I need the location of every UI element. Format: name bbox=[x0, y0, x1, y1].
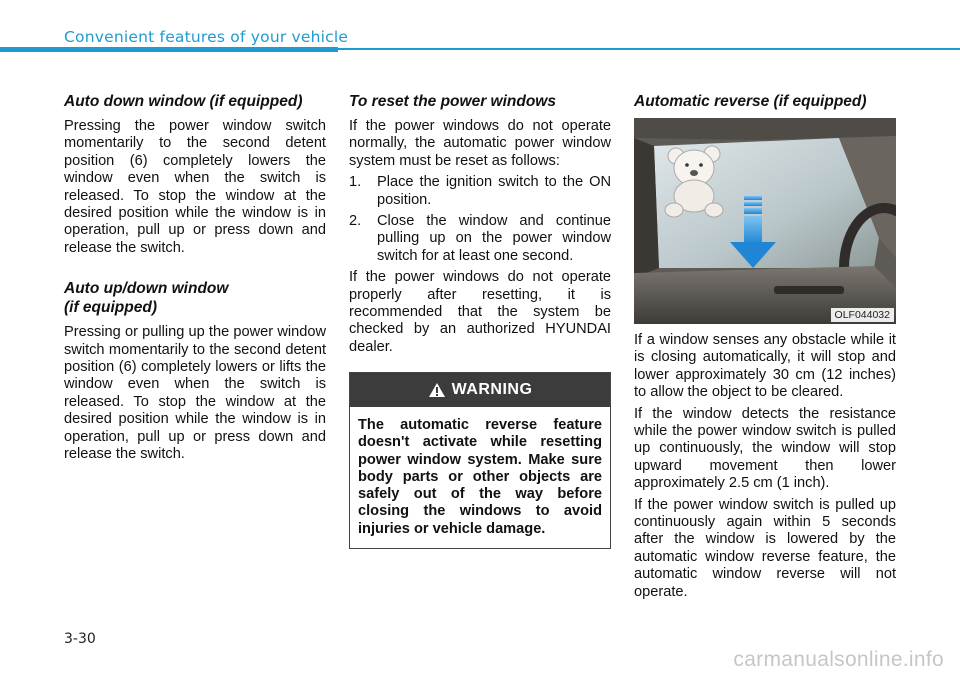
warning-label: WARNING bbox=[451, 381, 533, 399]
auto-down-paragraph: Pressing the power window switch momentarily to the second detent position (6) completely lowers the window even when the switch is released. To stop the window at the desired position while the window is in operation, pull up or press down and release the switch. bbox=[64, 118, 326, 256]
reset-step bbox=[349, 213, 611, 265]
header-rule-thick bbox=[0, 47, 338, 52]
reverse-paragraph-1: If a window senses any obstacle while it is closing automatically, it will stop and lower approximately 30 cm (12 inches) to allow the object to be cleared. bbox=[634, 332, 896, 401]
step-number: 1. bbox=[349, 174, 362, 191]
auto-up-down-heading-line1: Auto up/down window bbox=[64, 280, 229, 298]
auto-up-down-heading bbox=[64, 279, 326, 317]
reverse-paragraph-2: If the window detects the resistance while the power window switch is pulled up continuously, the window will stop upward movement then lower approximately 2.5 cm (1 inch). bbox=[634, 405, 896, 492]
auto-up-down-heading-line2: (if equipped) bbox=[64, 299, 157, 317]
column-right bbox=[634, 92, 896, 605]
reverse-paragraph-3: If the power window switch is pulled up continuously again within 5 seconds after the window is lowered by the automatic window reverse feature, the automatic window reverse will not operate. bbox=[634, 496, 896, 600]
reset-step bbox=[349, 174, 611, 209]
auto-up-down-paragraph: Pressing or pulling up the power window switch momentarily to the second detent position (6) completely lowers or lifts the window even when the switch is released. To stop the window at the desired position while the window is in operation, pull up or press down and release the switch. bbox=[64, 324, 326, 463]
warning-text: The automatic reverse feature doesn't activate while resetting power window system. Make sure body parts or other objects are safely out of the way before closing the windows to avoid injuries or vehicle damage. bbox=[358, 417, 602, 537]
warning-triangle-icon bbox=[428, 382, 446, 398]
car-window-illustration bbox=[634, 118, 896, 324]
warning-box bbox=[349, 372, 611, 548]
watermark-text: carmanualsonline.info bbox=[733, 648, 944, 671]
auto-down-heading: Auto down window (if equipped) bbox=[64, 93, 303, 110]
section-header-title: Convenient features of your vehicle bbox=[64, 28, 349, 46]
column-left bbox=[64, 92, 326, 468]
step-text: Close the window and continue pulling up on the power window switch for at least one second. bbox=[377, 213, 611, 264]
reset-after-paragraph: If the power windows do not operate properly after resetting, it is recommended that the system be checked by an authorized HYUNDAI dealer. bbox=[349, 269, 611, 355]
column-middle bbox=[349, 92, 611, 549]
page-number: 3-30 bbox=[64, 631, 96, 647]
car-interior-image bbox=[634, 118, 896, 324]
step-number: 2. bbox=[349, 213, 362, 230]
header-rule-thin bbox=[338, 48, 960, 50]
reset-windows-heading: To reset the power windows bbox=[349, 93, 556, 110]
image-code-label: OLF044032 bbox=[831, 308, 894, 322]
reset-intro-paragraph: If the power windows do not operate normally, the automatic power window system must be reset as follows: bbox=[349, 118, 611, 169]
reset-steps-list bbox=[349, 174, 611, 265]
step-text: Place the ignition switch to the ON position. bbox=[377, 174, 611, 208]
automatic-reverse-heading: Automatic reverse (if equipped) bbox=[634, 93, 867, 110]
warning-header bbox=[350, 373, 610, 407]
